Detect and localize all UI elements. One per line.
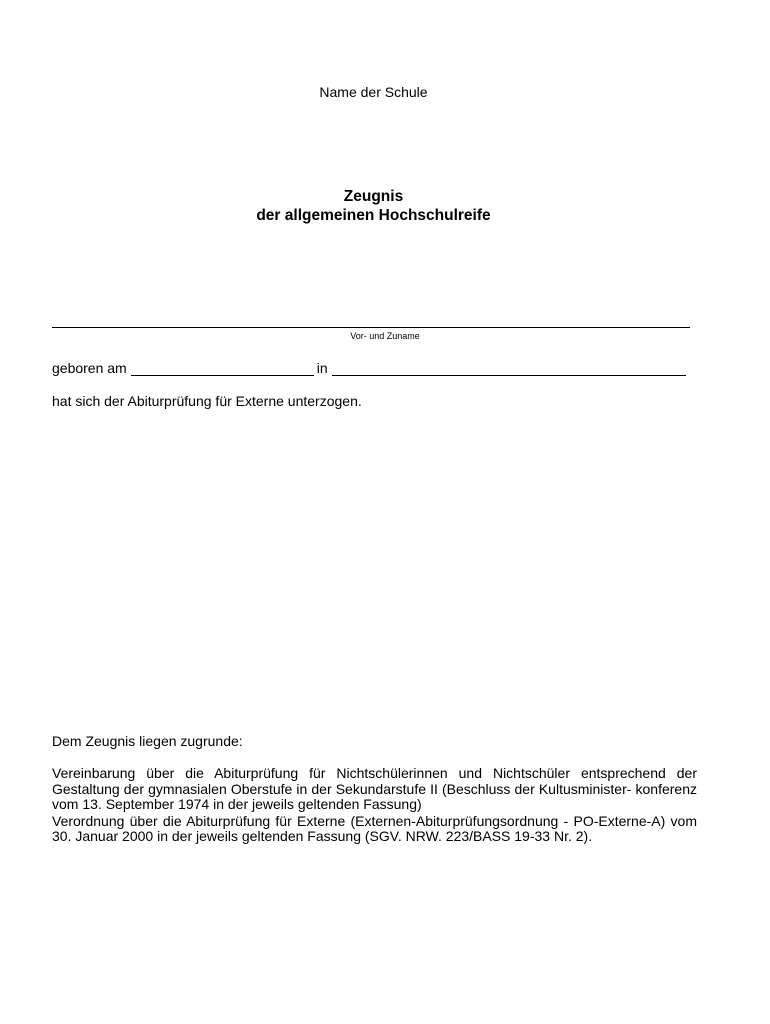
document-title [0,187,747,225]
birth-place-field[interactable] [332,363,686,376]
basis-heading: Dem Zeugnis liegen zugrunde: [52,733,243,749]
basis-item: Vereinbarung über die Abiturprüfung für Nichtschülerinnen und Nichtschüler entsprechend der Gestaltung der gymnasialen Oberstufe in der Sekundarstufe II (Beschluss der Kultusminister- konferenz vom 13. September 1974 in der jeweils geltenden Fassung) [52,765,697,812]
basis-item: Verordnung über die Abiturprüfung für Externe (Externen-Abiturprüfungsordnung - PO-Externe-A) vom 30. Januar 2000 in der jeweils geltenden Fassung (SGV. NRW. 223/BASS 19-33 Nr. 2). [52,812,697,844]
name-caption: Vor- und Zuname [350,331,420,341]
in-label: in [316,360,328,376]
basis-list [52,766,697,846]
born-label: geboren am [52,360,127,376]
birth-row [52,358,696,376]
title-line-1: Zeugnis [343,188,404,205]
title-line-2: der allgemeinen Hochschulreife [256,207,491,224]
name-field-line[interactable] [52,327,690,328]
birth-date-field[interactable] [131,363,314,376]
school-name: Name der Schule [319,84,428,100]
exam-statement: hat sich der Abiturprüfung für Externe unterzogen. [52,393,362,409]
